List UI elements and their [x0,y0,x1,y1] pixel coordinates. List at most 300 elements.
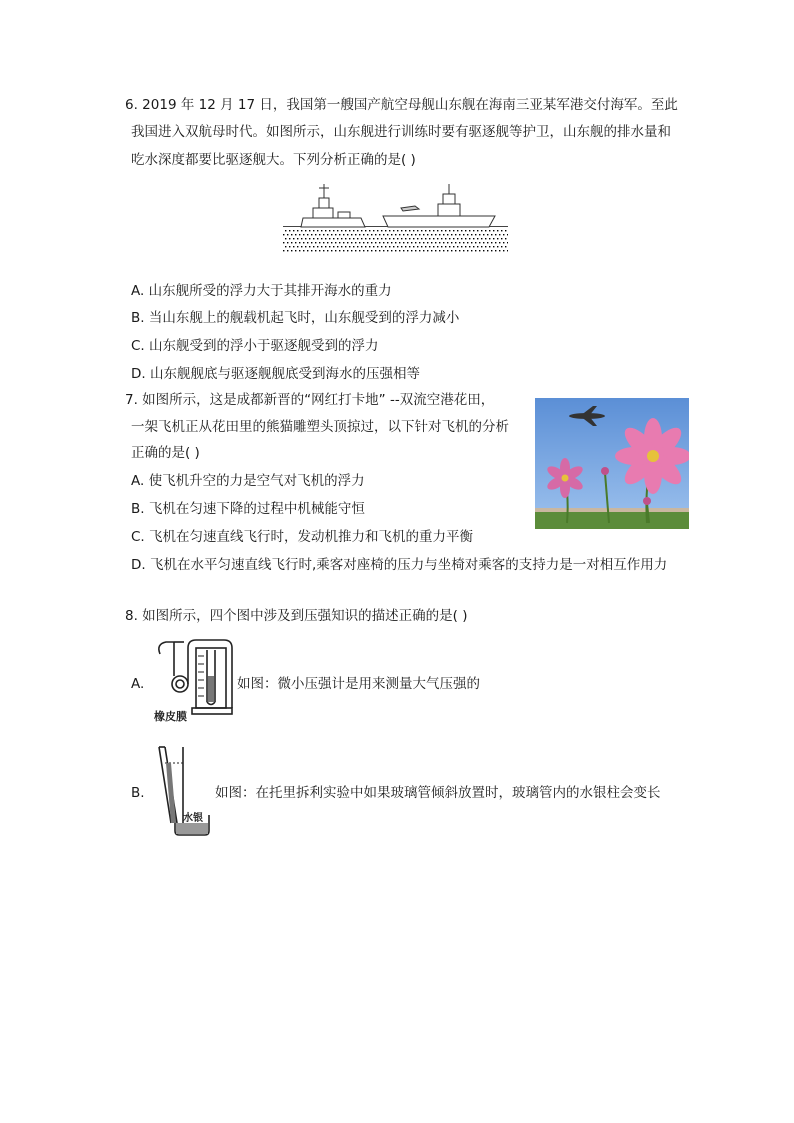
water-dot [381,238,382,239]
water-dot [421,238,422,239]
water-dot [489,238,490,239]
water-dot [313,246,314,247]
water-dot [407,242,408,243]
water-dot [435,242,436,243]
water-dot [341,230,342,231]
water-dot [459,242,460,243]
water-dot [429,230,430,231]
water-dot [381,246,382,247]
water-dot [315,242,316,243]
water-dot [357,238,358,239]
water-dot [285,238,286,239]
water-dot [295,242,296,243]
water-dot [469,238,470,239]
water-dot [395,242,396,243]
water-dot [385,238,386,239]
water-dot [415,234,416,235]
water-dot [489,246,490,247]
water-dot [405,230,406,231]
water-dot [499,234,500,235]
water-dot [493,230,494,231]
water-dot [347,250,348,251]
water-dot [445,246,446,247]
water-dot [423,234,424,235]
water-dot [361,230,362,231]
water-dot [405,238,406,239]
water-dot [421,246,422,247]
water-dot [467,234,468,235]
water-dot [469,230,470,231]
water-dot [341,238,342,239]
water-dot [471,250,472,251]
water-dot [427,234,428,235]
water-dot [433,238,434,239]
water-dot [367,234,368,235]
water-dot [485,238,486,239]
water-dot [361,246,362,247]
water-dot [441,230,442,231]
q6-option-b[interactable]: B. 当山东舰上的舰载机起飞时，山东舰受到的浮力减小 [131,310,460,326]
water-dot [397,238,398,239]
destroyer-ship [301,184,365,227]
water-dot [393,230,394,231]
water-dot [411,242,412,243]
water-dot [317,230,318,231]
water-dot [371,242,372,243]
water-dot [331,234,332,235]
water-dot [429,238,430,239]
water-dot [485,230,486,231]
q7-option-b[interactable]: B. 飞机在匀速下降的过程中机械能守恒 [131,501,365,517]
water-dot [419,242,420,243]
water-dot [383,250,384,251]
q7-stem-line2: 一架飞机正从花田里的熊猫雕塑头顶掠过，以下针对飞机的分析 [131,419,509,435]
water-dot [431,234,432,235]
water-dot [377,230,378,231]
water-dot [441,246,442,247]
water-dot [425,238,426,239]
water-dot [343,250,344,251]
water-dot [317,238,318,239]
water-dot [291,242,292,243]
water-dot [351,242,352,243]
water-dot [457,238,458,239]
q6-stem-line2: 我国进入双航母时代。如图所示，山东舰进行训练时要有驱逐舰等护卫，山东舰的排水量和 [131,124,671,140]
water-dot [425,230,426,231]
water-dot [469,246,470,247]
q8-option-a-letter[interactable]: A. [131,676,145,692]
water-dot [475,250,476,251]
water-dot [495,250,496,251]
water-dot [475,242,476,243]
water-dot [403,242,404,243]
water-dot [387,234,388,235]
water-dot [451,234,452,235]
water-dot [473,230,474,231]
water-dot [373,238,374,239]
water-dot [401,230,402,231]
water-dot [433,230,434,231]
water-dot [407,250,408,251]
carrier-ship [383,184,495,227]
water-dot [487,242,488,243]
water-dot [503,242,504,243]
water-dot [507,234,508,235]
water-dot [397,230,398,231]
water-dot [337,238,338,239]
water-dot [315,250,316,251]
water-dot [293,230,294,231]
water-dot [471,242,472,243]
water-dot [453,238,454,239]
water-dot [359,250,360,251]
water-dot [497,246,498,247]
water-dot [367,242,368,243]
water-dot [473,246,474,247]
water-dot [301,230,302,231]
water-dot [389,246,390,247]
water-dot [501,230,502,231]
water-dot [449,230,450,231]
water-dot [319,250,320,251]
water-dot [303,234,304,235]
water-dot [401,238,402,239]
water-dot [327,250,328,251]
water-dot [309,238,310,239]
water-dot [391,234,392,235]
water-dot [411,234,412,235]
torricelli-figure [157,743,217,838]
water-dot [501,246,502,247]
water-dot [447,234,448,235]
water-dot [293,246,294,247]
water-dot [313,238,314,239]
water-dot [467,242,468,243]
water-dot [291,250,292,251]
water-dot [333,238,334,239]
water-dot [481,230,482,231]
water-dot [473,238,474,239]
q6-option-a[interactable]: A. 山东舰所受的浮力大于其排开海水的重力 [131,283,392,299]
water-dot [307,234,308,235]
water-dot [321,238,322,239]
q8-stem: 8. 如图所示，四个图中涉及到压强知识的描述正确的是( ) [125,608,468,624]
water-dot [479,234,480,235]
water-dot [447,250,448,251]
water-dot [495,234,496,235]
q7-option-d[interactable]: D. 飞机在水平匀速直线飞行时,乘客对座椅的压力与坐椅对乘客的支持力是一对相互作用力 [131,557,668,573]
water-dot [463,250,464,251]
water-dot [479,242,480,243]
water-dot [357,230,358,231]
water-dot [321,246,322,247]
water-dot [293,238,294,239]
water-dot [291,234,292,235]
water-dot [377,238,378,239]
water-dot [413,238,414,239]
water-dot [431,242,432,243]
water-dot [301,246,302,247]
water-dot [283,234,284,235]
water-dot [379,250,380,251]
water-dot [477,238,478,239]
water-dot [359,242,360,243]
water-dot [391,242,392,243]
water-dot [353,246,354,247]
water-dot [335,250,336,251]
water-dot [415,242,416,243]
water-dot [383,242,384,243]
water-dot [397,246,398,247]
water-dot [287,242,288,243]
water-dot [457,246,458,247]
water-dot [343,242,344,243]
water-dot [439,250,440,251]
q8-option-b-text[interactable]: 如图：在托里拆利实验中如果玻璃管倾斜放置时，玻璃管内的水银柱会变长 [215,785,661,801]
water-dot [475,234,476,235]
water-dot [481,238,482,239]
mercury-label: 水银 [183,813,203,824]
q7-option-c[interactable]: C. 飞机在匀速直线飞行时，发动机推力和飞机的重力平衡 [131,529,474,545]
water-dot [311,242,312,243]
water-dot [369,230,370,231]
water-dot [455,250,456,251]
water-dot [497,230,498,231]
water-dot [449,246,450,247]
water-dot [295,234,296,235]
water-dot [345,238,346,239]
water-dot [491,234,492,235]
water-dot [287,234,288,235]
water-dot [391,250,392,251]
water-dot [459,250,460,251]
water-dot [505,238,506,239]
water-dot [379,242,380,243]
q8-option-b-letter[interactable]: B. [131,785,145,801]
water-dot [375,242,376,243]
water-dot [327,234,328,235]
water-dot [455,234,456,235]
water-dot [503,234,504,235]
water-dot [297,238,298,239]
q7-stem-line1: 7. 如图所示，这是成都新晋的“网红打卡地” --双流空港花田， [125,392,495,408]
flower-field-photo [535,398,689,529]
water-dot [483,234,484,235]
water-dot [385,246,386,247]
water-dot [463,242,464,243]
water-dot [451,242,452,243]
water-dot [311,250,312,251]
water-dot [377,246,378,247]
water-dot [427,242,428,243]
water-dot [399,234,400,235]
water-dot [417,238,418,239]
water-dot [317,246,318,247]
water-dot [333,230,334,231]
water-dot [303,242,304,243]
water-dot [445,230,446,231]
water-dot [425,246,426,247]
water-dot [303,250,304,251]
water-dot [349,230,350,231]
water-dot [409,246,410,247]
water-dot [373,246,374,247]
water-dot [449,238,450,239]
water-dot [365,230,366,231]
water-dot [331,242,332,243]
water-dot [481,246,482,247]
water-dot [455,242,456,243]
water-dot [349,246,350,247]
water-dot [395,250,396,251]
water-dot [423,242,424,243]
water-dot [355,250,356,251]
water-dot [439,242,440,243]
water-dot [363,250,364,251]
water-dot [393,246,394,247]
water-dot [289,246,290,247]
water-dot [337,230,338,231]
water-dot [283,250,284,251]
water-dot [285,246,286,247]
water-dot [401,246,402,247]
water-dot [371,234,372,235]
water-dot [443,250,444,251]
water-dot [499,250,500,251]
water-dot [371,250,372,251]
q7-option-a[interactable]: A. 使飞机升空的力是空气对飞机的浮力 [131,473,365,489]
water-dot [419,234,420,235]
water-dot [385,230,386,231]
water-dot [439,234,440,235]
water-dot [351,234,352,235]
water-dot [381,230,382,231]
water-dot [465,230,466,231]
water-dot [375,250,376,251]
water-dot [339,242,340,243]
micro-pressure-gauge-figure [152,636,236,722]
water-dot [287,250,288,251]
water-dot [359,234,360,235]
water-dot [295,250,296,251]
water-dot [413,230,414,231]
water-dot [493,238,494,239]
water-dot [477,246,478,247]
water-dot [495,242,496,243]
water-dot [389,230,390,231]
q8-option-a-text[interactable]: 如图：微小压强计是用来测量大气压强的 [237,676,480,692]
water-dot [323,234,324,235]
water-dot [339,250,340,251]
q6-stem-line1: 6. 2019 年 12 月 17 日，我国第一艘国产航空母舰山东舰在海南三亚某军港交付海军。至此 [125,97,678,113]
water-dot [465,238,466,239]
water-dot [463,234,464,235]
water-dot [289,230,290,231]
water-dot [297,246,298,247]
water-dot [477,230,478,231]
water-dot [345,246,346,247]
water-dot [507,250,508,251]
water-dot [485,246,486,247]
water-dot [445,238,446,239]
ships-figure [283,178,508,253]
water-dot [443,234,444,235]
water-dot [489,230,490,231]
water-dot [407,234,408,235]
water-dot [501,238,502,239]
water-dot [433,246,434,247]
water-dot [431,250,432,251]
water-dot [437,246,438,247]
water-dot [373,230,374,231]
water-dot [399,242,400,243]
water-dot [357,246,358,247]
water-dot [301,238,302,239]
water-dot [305,238,306,239]
water-dot [349,238,350,239]
water-dot [499,242,500,243]
water-dot [493,246,494,247]
water-dot [387,242,388,243]
water-dot [341,246,342,247]
cosmos-flower-large [615,418,689,494]
water-dot [423,250,424,251]
water-dot [457,230,458,231]
water-dot [437,238,438,239]
water-dot [491,242,492,243]
water-dot [335,242,336,243]
water-dot [289,238,290,239]
q6-option-d[interactable]: D. 山东舰舰底与驱逐舰舰底受到海水的压强相等 [131,366,420,382]
water-dot [345,230,346,231]
water-dot [403,250,404,251]
water-dot [505,246,506,247]
water-dot [479,250,480,251]
water-dot [417,246,418,247]
water-dot [365,238,366,239]
water-dot [451,250,452,251]
water-dot [313,230,314,231]
water-dot [467,250,468,251]
water-dot [315,234,316,235]
water-dot [487,250,488,251]
water-dot [497,238,498,239]
water-dot [347,242,348,243]
water-dot [503,250,504,251]
water-dot [319,234,320,235]
water-dot [465,246,466,247]
water-dot [421,230,422,231]
water-dot [299,242,300,243]
water-dot [325,238,326,239]
q6-option-c[interactable]: C. 山东舰受到的浮小于驱逐舰受到的浮力 [131,338,379,354]
water-dot [389,238,390,239]
water-dot [369,246,370,247]
water-dot [307,250,308,251]
water-dot [283,242,284,243]
water-dot [369,238,370,239]
water-dot [321,230,322,231]
water-dot [299,234,300,235]
water-dot [327,242,328,243]
water-dot [379,234,380,235]
water-dot [395,234,396,235]
water-dot [361,238,362,239]
water-dot [325,246,326,247]
water-dot [355,234,356,235]
water-dot [307,242,308,243]
water-dot [329,238,330,239]
